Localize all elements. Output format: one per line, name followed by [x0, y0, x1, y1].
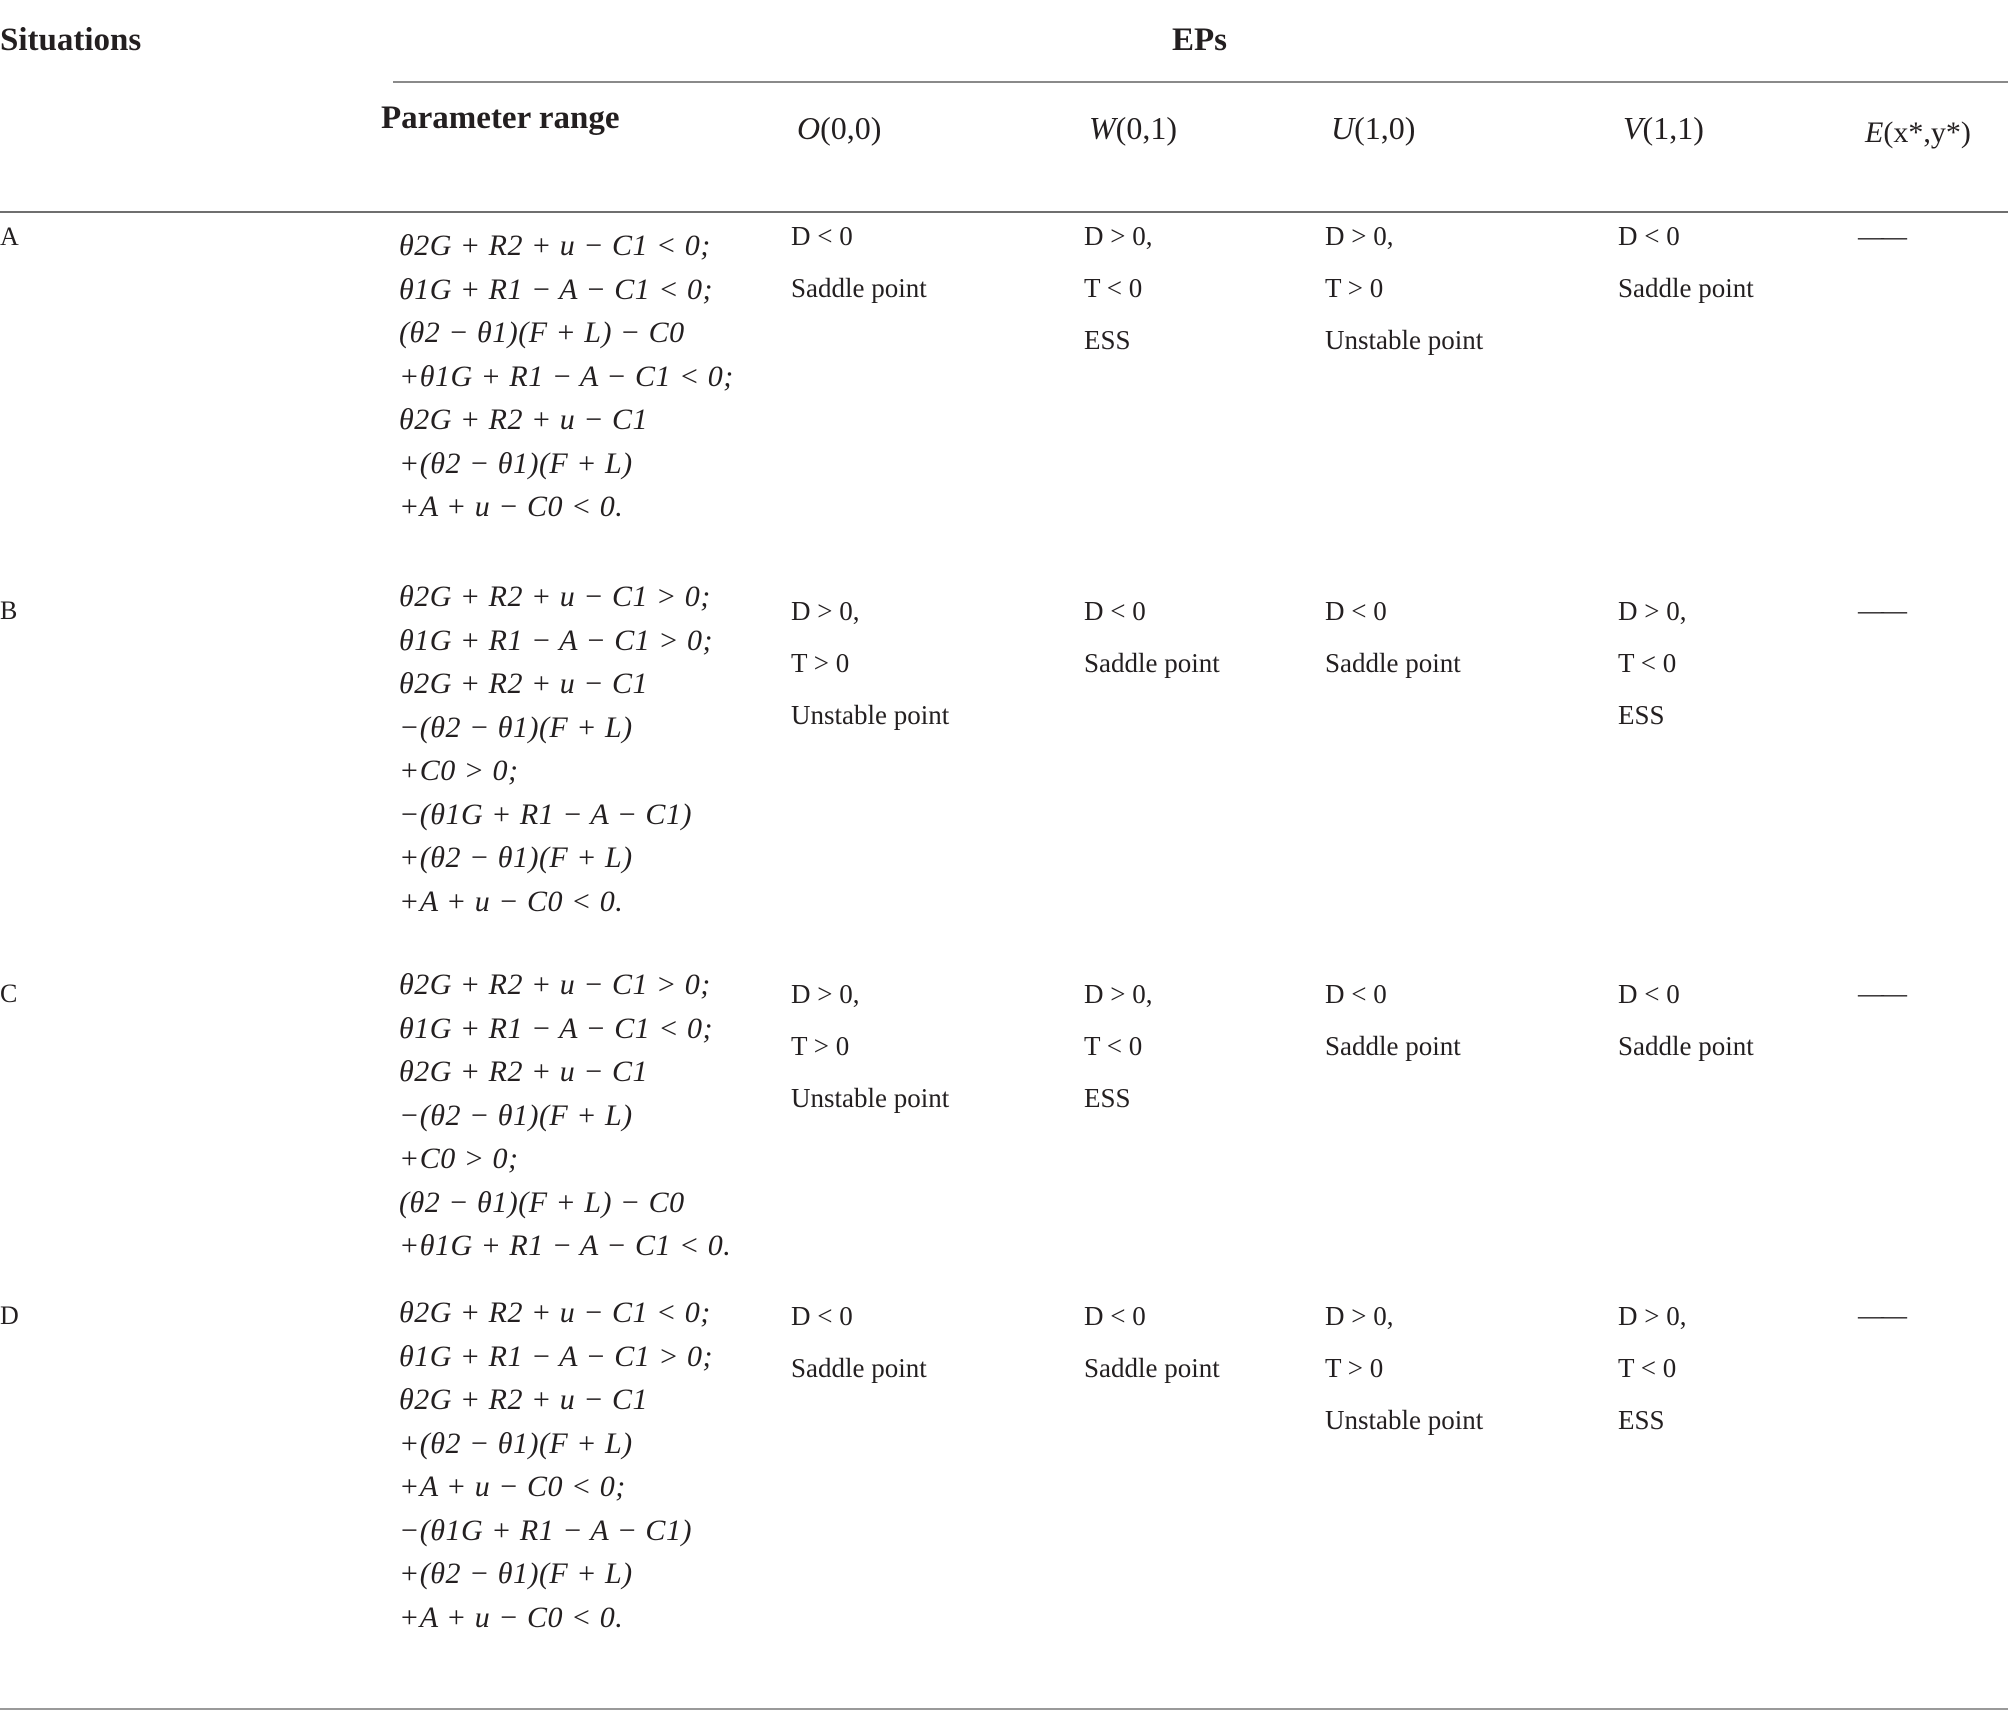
condition-line: +θ1G + R1 − A − C1 < 0.: [399, 1229, 732, 1262]
condition-line: +A + u − C0 < 0.: [399, 1600, 624, 1634]
point-v-cell: [1618, 585, 1686, 741]
cell-line: D < 0: [791, 1301, 853, 1331]
point-o-cell: [791, 210, 927, 314]
cell-line: Unstable point: [1325, 325, 1484, 355]
condition-line: θ2G + R2 + u − C1 > 0;: [399, 580, 711, 613]
point-u-symbol: U: [1331, 110, 1355, 146]
condition-line: +A + u − C0 < 0.: [399, 884, 624, 918]
cell-line: Saddle point: [791, 1353, 927, 1383]
cell-line: D > 0,: [1325, 221, 1394, 251]
situation-label: D: [0, 1301, 19, 1330]
cell-line: D > 0,: [1325, 1301, 1394, 1331]
point-u-cell: [1325, 968, 1461, 1072]
point-v-cell: [1618, 210, 1754, 314]
cell-line: Saddle point: [1618, 273, 1754, 303]
cell-line: T > 0: [1325, 273, 1384, 303]
point-o-symbol: O: [797, 110, 821, 146]
cell-line: Unstable point: [1325, 1405, 1484, 1435]
cell-line: T < 0: [1084, 273, 1143, 303]
cell-line: T > 0: [791, 1031, 850, 1061]
condition-line: (θ2 − θ1)(F + L) − C0: [399, 1185, 685, 1219]
condition-line: −(θ1G + R1 − A − C1): [399, 797, 692, 831]
point-w-cell: [1084, 968, 1152, 1124]
cell-line: D > 0,: [791, 596, 860, 626]
parameter-range-cell: [399, 224, 734, 529]
cell-line: Saddle point: [1084, 648, 1220, 678]
point-o-coords: (0,0): [820, 110, 882, 146]
cell-line: Unstable point: [791, 700, 950, 730]
situation-label: C: [0, 979, 18, 1008]
condition-line: θ2G + R2 + u − C1: [399, 1055, 648, 1088]
point-w-symbol: W: [1089, 110, 1116, 146]
point-u-cell: [1325, 585, 1461, 689]
point-w-coords: (0,1): [1115, 110, 1177, 146]
condition-line: θ2G + R2 + u − C1 < 0;: [399, 1296, 711, 1329]
cell-line: Saddle point: [791, 273, 927, 303]
cell-line: D < 0: [1325, 979, 1387, 1009]
parameter-range-header: Parameter range: [381, 100, 620, 136]
condition-line: +(θ2 − θ1)(F + L): [399, 841, 633, 874]
situation-label: A: [0, 222, 19, 251]
parameter-range-cell: [399, 575, 713, 923]
condition-line: θ2G + R2 + u − C1 > 0;: [399, 968, 711, 1001]
cell-line: T < 0: [1618, 1353, 1677, 1383]
cell-line: ESS: [1084, 1083, 1131, 1113]
point-v-header: [1623, 112, 1704, 144]
cell-line: D < 0: [1084, 1301, 1146, 1331]
eps-header: EPs: [1172, 22, 1228, 58]
point-v-cell: [1618, 968, 1754, 1072]
cell-line: T < 0: [1084, 1031, 1143, 1061]
condition-line: +C0 > 0;: [399, 754, 519, 787]
point-u-header: [1331, 112, 1415, 144]
cell-line: T > 0: [1325, 1353, 1384, 1383]
point-o-header: [797, 112, 881, 144]
situation-label: B: [0, 596, 18, 625]
point-e-cell: ——: [1858, 222, 1904, 251]
condition-line: θ2G + R2 + u − C1: [399, 403, 648, 436]
situations-header: Situations: [0, 22, 142, 58]
condition-line: +A + u − C0 < 0;: [399, 1470, 626, 1503]
cell-line: T < 0: [1618, 648, 1677, 678]
cell-line: D < 0: [791, 221, 853, 251]
parameter-range-cell: [399, 963, 731, 1268]
cell-line: Saddle point: [1325, 648, 1461, 678]
condition-line: +C0 > 0;: [399, 1142, 519, 1175]
cell-line: Saddle point: [1618, 1031, 1754, 1061]
cell-line: D < 0: [1084, 596, 1146, 626]
condition-line: +(θ2 − θ1)(F + L): [399, 446, 633, 480]
eps-header-rule: [393, 81, 2008, 83]
condition-line: −(θ2 − θ1)(F + L): [399, 1098, 633, 1132]
cell-line: Saddle point: [1084, 1353, 1220, 1383]
point-v-cell: [1618, 1290, 1686, 1446]
cell-line: D > 0,: [1618, 596, 1687, 626]
condition-line: −(θ1G + R1 − A − C1): [399, 1513, 692, 1547]
cell-line: T > 0: [791, 648, 850, 678]
point-u-cell: [1325, 210, 1483, 366]
point-o-cell: [791, 968, 949, 1124]
cell-line: D > 0,: [791, 979, 860, 1009]
point-v-coords: (1,1): [1642, 110, 1704, 146]
condition-line: (θ2 − θ1)(F + L) − C0: [399, 316, 685, 349]
point-e-coords: (x*,y*): [1883, 116, 1971, 149]
cell-line: Saddle point: [1325, 1031, 1461, 1061]
condition-line: θ2G + R2 + u − C1: [399, 667, 648, 700]
point-e-symbol: E: [1865, 116, 1884, 149]
condition-line: θ1G + R1 − A − C1 < 0;: [399, 272, 713, 306]
point-o-cell: [791, 585, 949, 741]
point-e-cell: ——: [1858, 979, 1904, 1008]
condition-line: +A + u − C0 < 0.: [399, 490, 624, 523]
cell-line: ESS: [1084, 325, 1131, 355]
table-bottom-rule: [0, 1708, 2008, 1710]
cell-line: ESS: [1618, 1405, 1665, 1435]
condition-line: θ1G + R1 − A − C1 < 0;: [399, 1011, 713, 1045]
parameter-range-cell: [399, 1291, 713, 1639]
condition-line: +(θ2 − θ1)(F + L): [399, 1426, 633, 1460]
point-u-coords: (1,0): [1354, 110, 1416, 146]
point-e-cell: ——: [1858, 1301, 1904, 1330]
cell-line: D < 0: [1618, 979, 1680, 1009]
cell-line: D < 0: [1325, 596, 1387, 626]
cell-line: D < 0: [1618, 221, 1680, 251]
point-e-header: [1865, 118, 1971, 148]
condition-line: θ2G + R2 + u − C1: [399, 1383, 648, 1416]
point-w-cell: [1084, 210, 1152, 366]
point-u-cell: [1325, 1290, 1483, 1446]
point-o-cell: [791, 1290, 927, 1394]
condition-line: −(θ2 − θ1)(F + L): [399, 710, 633, 744]
cell-line: D > 0,: [1618, 1301, 1687, 1331]
cell-line: ESS: [1618, 700, 1665, 730]
cell-line: D > 0,: [1084, 221, 1153, 251]
point-w-header: [1089, 112, 1177, 144]
condition-line: θ1G + R1 − A − C1 > 0;: [399, 623, 713, 657]
point-e-cell: ——: [1858, 596, 1904, 625]
cell-line: Unstable point: [791, 1083, 950, 1113]
point-w-cell: [1084, 585, 1220, 689]
condition-line: θ2G + R2 + u − C1 < 0;: [399, 229, 711, 262]
condition-line: +(θ2 − θ1)(F + L): [399, 1557, 633, 1590]
cell-line: D > 0,: [1084, 979, 1153, 1009]
condition-line: +θ1G + R1 − A − C1 < 0;: [399, 359, 734, 393]
point-w-cell: [1084, 1290, 1220, 1394]
condition-line: θ1G + R1 − A − C1 > 0;: [399, 1339, 713, 1373]
point-v-symbol: V: [1623, 110, 1643, 146]
